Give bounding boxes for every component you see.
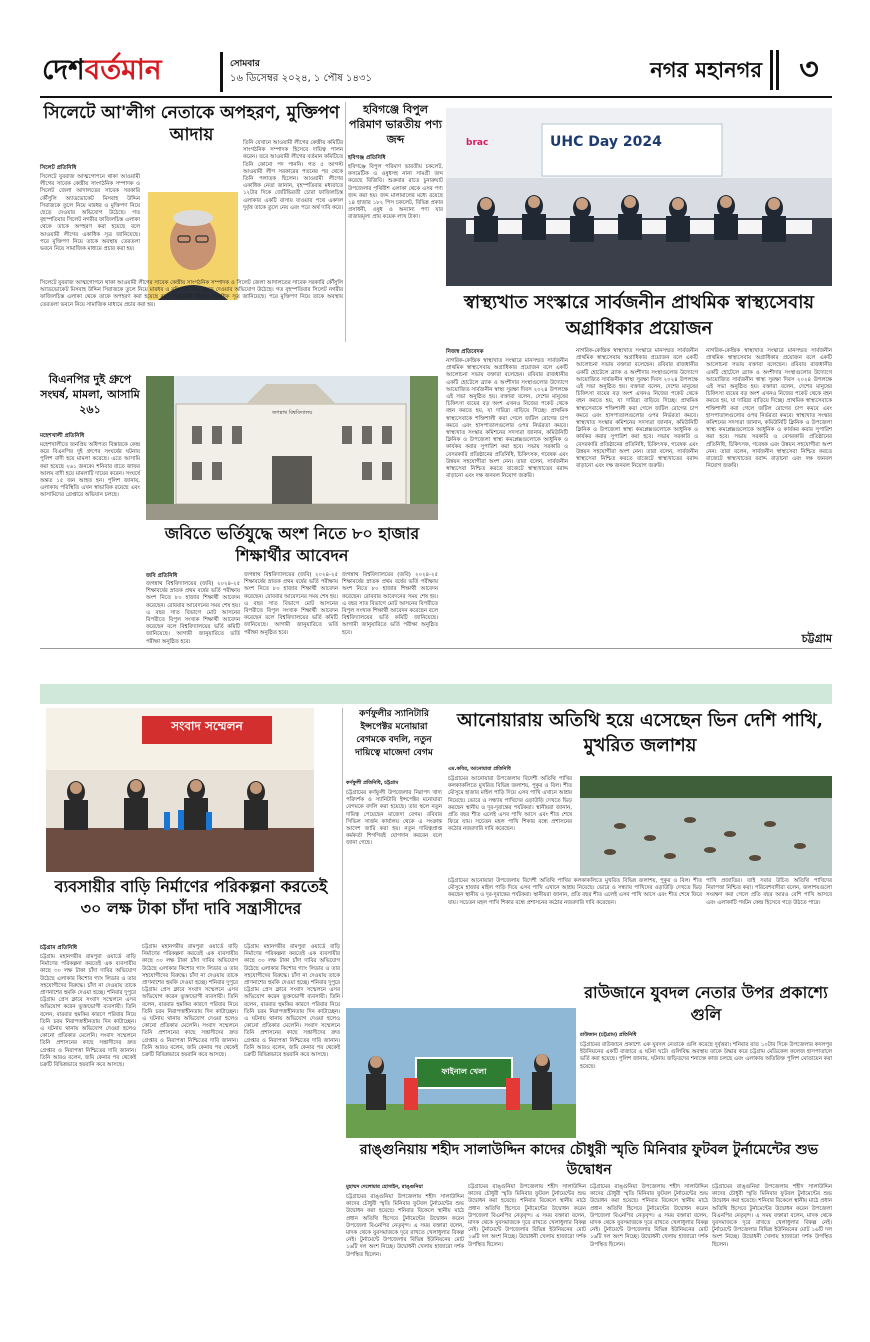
body-football-col1: চট্টগ্রামের রাঙ্গুনিয়া উপজেলায় শহীদ সালাউদ্দিন কাদের চৌধুরী স্মৃতি মিনিবার ফুটবল টুর্নামেন্টের শুভ উদ্বোধন করা হয়েছে। শনিবার বিকেলে স্থানীয় মাঠে প্রধান অতিথি হিসেবে টুর্নামেন্টের উদ্বোধন করেন উপজেলা বিএনপির নেতৃবৃন্দ। এ সময় বক্তারা বলেন, মাদক থেকে যুবসমাজকে দূরে রাখতে খেলাধুলার বিকল্প নেই। টুর্নামেন্টে উপজেলার বিভিন্ন ইউনিয়নের মোট ১৬টি দল অংশ নিচ্ছে। উদ্বোধনী খেলায় হাজারো দর্শক উপস্থিত ছিলেন। bbox=[346, 1194, 464, 1258]
masthead-logo-rule bbox=[220, 52, 223, 92]
body-jabi-col1: জগন্নাথ বিশ্ববিদ্যালয়ের (জবি) ২০২৪-২৫ শিক্ষাবর্ষের স্নাতক প্রথম বর্ষের ভর্তি পরীক্ষায় অংশ নিতে ৮০ হাজার শিক্ষার্থী আবেদন করেছেন। রোববার আবেদনের সময় শেষ হয়। এ বছর সাত বিভাগে মোট আসনের বিপরীতে বিপুল সংখ্যক শিক্ষার্থী আবেদন করেছেন বলে বিশ্ববিদ্যালয়ের ভর্তি কমিটি জানিয়েছে। আগামী জানুয়ারিতে ভর্তি পরীক্ষা অনুষ্ঠিত হবে। bbox=[146, 581, 240, 645]
headline-birds: আনোয়ারায় অতিথি হয়ে এসেছেন ভিন দেশি পাখি, মুখরিত জলাশয় bbox=[457, 710, 823, 756]
headline-health: স্বাস্থ্যখাত সংস্কারে সার্বজনীন প্রাথমিক স্বাস্থ্যসেবায় অগ্রাধিকার প্রয়োজন bbox=[463, 292, 815, 339]
logo-part-1: দেশ bbox=[42, 53, 85, 86]
headline-bnp: বিএনপির দুই গ্রুপে সংঘর্ষ, মামলা, আসামি ২৬১ bbox=[40, 373, 140, 416]
photo-migratory-birds bbox=[580, 776, 832, 876]
body-sylhet-col2: তিনি যেখানে আওয়ামী লীগের কেন্দ্রীয় কমিটির সাংগঠনিক সম্পাদক হিসেবে দায়িত্ব পালন করেন। তবে আওয়ামী লীগের বর্তমান কমিটিতে তিনি কোনো পদ পাননি। গত ৫ আগস্ট আওয়ামী লীগ সরকারের পতনের পর থেকে তিনি পলাতক ছিলেন। আওয়ামী লীগের একাধিক নেতা জানান, বৃহস্পতিবার মধ্যরাতে ১২টার দিকে জেটিভিরতী চোরা ফাজিলচিস্ত এলাকার একটি বাসায় যাওয়ার পথে একদল দুর্বৃত্ত তাকে তুলে নেয় এবং পরে অর্থ দাবি করে। bbox=[243, 140, 343, 211]
body-raozan: চট্টগ্রামের রাউজানে প্রকাশ্যে এক যুবদল নেতাকে গুলি করেছে দুর্বৃত্তরা। শনিবার রাত ১০টার দিকে উপজেলার কদলপুর ইউনিয়নের একটি বাজারে এ ঘটনা ঘটে। গুলিবিদ্ধ অবস্থায় তাকে উদ্ধার করে চট্টগ্রাম মেডিকেল কলেজ হাসপাতালে ভর্তি করা হয়েছে। পুলিশ জানায়, ঘটনায় জড়িতদের শনাক্তে কাজ চলছে এবং এলাকায় অতিরিক্ত পুলিশ মোতায়েন করা হয়েছে। bbox=[580, 1042, 832, 1070]
body-chanda-col3: চট্টগ্রাম মহানগরীর রামপুরা ওয়ার্ডে বাড়ি নির্মাণের পরিকল্পনা করতেই এক ব্যবসায়ীর কাছে ৩০ লক্ষ টাকা চাঁদা দাবির অভিযোগ উঠেছে এলাকার কিশোর গ্যাং লিডার ও তার সহযোগীদের বিরুদ্ধে। চাঁদা না দেওয়ায় তাকে প্রাণনাশের হুমকি দেওয়া হচ্ছে। শনিবার দুপুরে চট্টগ্রাম প্রেস ক্লাবে সংবাদ সম্মেলনে এসব অভিযোগ করেন ভুক্তভোগী ব্যবসায়ী। তিনি বলেন, বারবার হুমকির কারণে পরিবার নিয়ে তিনি চরম নিরাপত্তাহীনতায় দিন কাটাচ্ছেন। এ ঘটনায় থানায় অভিযোগ দেওয়া হলেও কোনো প্রতিকার মেলেনি। সংবাদ সম্মেলনে তিনি প্রশাসনের কাছে সন্ত্রাসীদের দ্রুত গ্রেপ্তার ও নিরাপত্তা নিশ্চিতের দাবি জানান। তিনি আরও বলেন, জমি কেনার পর থেকেই চক্রটি বিভিন্নভাবে হয়রানি করে আসছে। bbox=[244, 944, 340, 1059]
photo-football-prize bbox=[346, 1008, 576, 1138]
issue-day: সোমবার bbox=[230, 59, 260, 69]
byline-jabi: জবি প্রতিনিধি bbox=[146, 573, 178, 579]
body-birds-col1: চট্টগ্রামের আনোয়ারা উপজেলায় বিদেশী অতিথি পাখির কলকাকলিতে মুখরিত বিভিন্ন জলাশয়, পুকুর ও বিল। শীত মৌসুমে হাজার মাইল পাড়ি দিয়ে এসব পাখি এখানে আশ্রয় নিয়েছে। ভোরে ও সন্ধ্যায় পাখিদের ওড়াউড়ি দেখতে ভিড় করছেন স্থানীয় ও দূর-দূরান্তের পর্যটকরা। স্থানীয়রা জানান, প্রতি বছর শীত এলেই এসব পাখি আসে এবং শীত শেষে ফিরে যায়। সচেতন মহল পাখি শিকার বন্ধে প্রশাসনের কঠোর নজরদারি দাবি করেছেন। bbox=[448, 776, 572, 833]
headline-habiganj: হবিগঞ্জে বিপুল পরিমাণ ভারতীয় পণ্য জব্দ bbox=[349, 103, 442, 146]
masthead-logo bbox=[42, 54, 162, 86]
body-birds-col1b: চট্টগ্রামের আনোয়ারা উপজেলায় বিদেশী অতিথি পাখির কলকাকলিতে মুখরিত বিভিন্ন জলাশয়, পুকুর ও বিল। শীত মৌসুমে হাজার মাইল পাড়ি দিয়ে এসব পাখি এখানে আশ্রয় নিয়েছে। ভোরে ও সন্ধ্যায় পাখিদের ওড়াউড়ি দেখতে ভিড় করছেন স্থানীয় ও দূর-দূরান্তের পর্যটকরা। স্থানীয়রা জানান, প্রতি বছর শীত এলেই এসব পাখি আসে এবং শীত শেষে ফিরে যায়। সচেতন মহল পাখি শিকার বন্ধে প্রশাসনের কঠোর নজরদারি দাবি করেছেন। bbox=[448, 878, 702, 906]
press-banner-text: সংবাদ সম্মেলন bbox=[171, 719, 243, 733]
photo-uhc-conference bbox=[446, 108, 832, 286]
body-jabi-col2: জগন্নাথ বিশ্ববিদ্যালয়ের (জবি) ২০২৪-২৫ শিক্ষাবর্ষের স্নাতক প্রথম বর্ষের ভর্তি পরীক্ষায় অংশ নিতে ৮০ হাজার শিক্ষার্থী আবেদন করেছেন। রোববার আবেদনের সময় শেষ হয়। এ বছর সাত বিভাগে মোট আসনের বিপরীতে বিপুল সংখ্যক শিক্ষার্থী আবেদন করেছেন বলে বিশ্ববিদ্যালয়ের ভর্তি কমিটি জানিয়েছে। আগামী জানুয়ারিতে ভর্তি পরীক্ষা অনুষ্ঠিত হবে। bbox=[244, 572, 338, 636]
masthead bbox=[0, 0, 870, 100]
body-chanda-col2: চট্টগ্রাম মহানগরীর রামপুরা ওয়ার্ডে বাড়ি নির্মাণের পরিকল্পনা করতেই এক ব্যবসায়ীর কাছে ৩০ লক্ষ টাকা চাঁদা দাবির অভিযোগ উঠেছে এলাকার কিশোর গ্যাং লিডার ও তার সহযোগীদের বিরুদ্ধে। চাঁদা না দেওয়ায় তাকে প্রাণনাশের হুমকি দেওয়া হচ্ছে। শনিবার দুপুরে চট্টগ্রাম প্রেস ক্লাবে সংবাদ সম্মেলনে এসব অভিযোগ করেন ভুক্তভোগী ব্যবসায়ী। তিনি বলেন, বারবার হুমকির কারণে পরিবার নিয়ে তিনি চরম নিরাপত্তাহীনতায় দিন কাটাচ্ছেন। এ ঘটনায় থানায় অভিযোগ দেওয়া হলেও কোনো প্রতিকার মেলেনি। সংবাদ সম্মেলনে তিনি প্রশাসনের কাছে সন্ত্রাসীদের দ্রুত গ্রেপ্তার ও নিরাপত্তা নিশ্চিতের দাবি জানান। তিনি আরও বলেন, জমি কেনার পর থেকেই চক্রটি বিভিন্নভাবে হয়রানি করে আসছে। bbox=[142, 944, 238, 1059]
story-jabi-body bbox=[146, 572, 438, 645]
chattogram-rule bbox=[40, 648, 832, 649]
body-sylhet-col1: সিলেটে যুবরাজ আত্মগোপনে থাকা আওয়ামী লীগের সাবেক কেন্দ্রীয় সাংগঠনিক সম্পাদক ও সিলেট জেলা আদালতের সাবেক সরকারি কৌঁসুলি অ্যাডভোকেট মিসবাহ উদ্দিন সিরাজকে তুলে নিয়ে মারধর ও মুক্তিপণ নিয়ে ছেড়ে দেওয়ার অভিযোগ উঠেছে। গত বৃহস্পতিবার সিলেট নগরীর ফাজিলচিস্ত এলাকা থেকে তাকে অপহরণ করা হয়েছে বলে আওয়ামী লীগের একাধিক সূত্র জানিয়েছে। পরে মুক্তিপণ নিয়ে তাকে অবস্থায় তেরতলা ভবনে নিয়ে সামাজিক মাধ্যমে প্রচার করা হয়। bbox=[40, 174, 140, 253]
section-divider-band bbox=[40, 684, 832, 704]
masthead-rule bbox=[40, 96, 832, 98]
jabi-sign: জগন্নাথ বিশ্ববিদ্যালয় bbox=[271, 410, 313, 416]
byline-bnp: মহেশখালী প্রতিনিধি bbox=[40, 433, 85, 439]
chattogram-label: চট্টগ্রাম bbox=[801, 632, 832, 645]
headline-football: রাঙ্গুনিয়ায় শহীদ সালাউদ্দিন কাদের চৌধুরী স্মৃতি মিনিবার ফুটবল টুর্নামেন্টের শুভ উদ্বোধন bbox=[359, 1142, 819, 1178]
story-sylhet bbox=[40, 100, 343, 370]
body-birds-col3: পাখি প্রজাতির। তাই সবার উচিত অতিথি পাখিদের নিরাপত্তা নিশ্চিত করা। পরিবেশবাদীরা বলেন, জলাশয়গুলো সংরক্ষণ করা গেলে প্রতি বছর আরও বেশি পাখি আসবে এবং এলাকাটি পর্যটন কেন্দ্র হিসেবে গড়ে উঠতে পারে। bbox=[706, 878, 832, 906]
body-sylhet-col1b: সিলেটে যুবরাজ আত্মগোপনে থাকা আওয়ামী লীগের সাবেক কেন্দ্রীয় সাংগঠনিক সম্পাদক ও সিলেট জেলা আদালতের সাবেক সরকারি কৌঁসুলি অ্যাডভোকেট মিসবাহ উদ্দিন সিরাজকে তুলে নিয়ে মারধর ও মুক্তিপণ নিয়ে ছেড়ে দেওয়ার অভিযোগ উঠেছে। গত বৃহস্পতিবার সিলেট নগরীর ফাজিলচিস্ত এলাকা থেকে তাকে অপহরণ করা হয়েছে বলে আওয়ামী লীগের একাধিক সূত্র জানিয়েছে। পরে মুক্তিপণ নিয়ে তাকে অবস্থায় তেরতলা ভবনে নিয়ে সামাজিক মাধ্যমে প্রচার করা হয়। bbox=[40, 280, 343, 308]
photo-jabi-campus bbox=[146, 376, 438, 520]
headline-chanda: ব্যবসায়ীর বাড়ি নির্মাণের পরিকল্পনা করতেই ৩০ লক্ষ টাকা চাঁদা দাবি সন্ত্রাসীদের bbox=[54, 877, 328, 918]
uhc-banner-text: UHC Day 2024 bbox=[550, 134, 662, 150]
body-jabi-col3: জগন্নাথ বিশ্ববিদ্যালয়ের (জবি) ২০২৪-২৫ শিক্ষাবর্ষের স্নাতক প্রথম বর্ষের ভর্তি পরীক্ষায় অংশ নিতে ৮০ হাজার শিক্ষার্থী আবেদন করেছেন। রোববার আবেদনের সময় শেষ হয়। এ বছর সাত বিভাগে মোট আসনের বিপরীতে বিপুল সংখ্যক শিক্ষার্থী আবেদন করেছেন বলে বিশ্ববিদ্যালয়ের ভর্তি কমিটি জানিয়েছে। আগামী জানুয়ারিতে ভর্তি পরীক্ষা অনুষ্ঠিত হবে। bbox=[342, 572, 438, 636]
body-health-col3: নাগরিক-কেন্দ্রিক স্বাস্থ্যখাত সংস্কারে মানসম্মত সার্বজনীন প্রাথমিক স্বাস্থ্যসেবায় অগ্রাধিকার প্রয়োজন বলে একটি আলোচনা সভায় বক্তারা বলেছেন। রবিবার রাজধানীর একটি হোটেলে ব্র্যাক ও অংশীদার সংস্থাগুলোর উদ্যোগে আয়োজিত সার্বজনীন স্বাস্থ্য সুরক্ষা দিবস ২০২৪ উপলক্ষে এই সভা অনুষ্ঠিত হয়। বক্তারা বলেন, দেশের মানুষের চিকিৎসা ব্যয়ের বড় অংশ এখনও নিজের পকেট থেকে বহন করতে হয়, যা দারিদ্র্য বাড়িয়ে দিচ্ছে। প্রাথমিক স্বাস্থ্যসেবাকে শক্তিশালী করা গেলে জটিল রোগের চাপ কমবে এবং হাসপাতালগুলোর ওপর নির্ভরতা কমবে। স্বাস্থ্যখাত সংস্কার কমিশনের সদস্যরা জানান, কমিউনিটি ক্লিনিক ও উপজেলা স্বাস্থ্য কমপ্লেক্সগুলোকে আধুনিক ও কার্যকর করার সুপারিশ করা হবে। সভায় সরকারি ও বেসরকারি প্রতিষ্ঠানের প্রতিনিধি, চিকিৎসক, গবেষক এবং উন্নয়ন সহযোগীরা অংশ নেন। তারা বলেন, সার্বজনীন স্বাস্থ্যসেবা নিশ্চিত করতে বাজেটে স্বাস্থ্যখাতের বরাদ্দ বাড়ানো এবং দক্ষ জনবল নিয়োগ জরুরি। bbox=[706, 348, 832, 470]
body-chanda-col1: চট্টগ্রাম মহানগরীর রামপুরা ওয়ার্ডে বাড়ি নির্মাণের পরিকল্পনা করতেই এক ব্যবসায়ীর কাছে ৩০ লক্ষ টাকা চাঁদা দাবির অভিযোগ উঠেছে এলাকার কিশোর গ্যাং লিডার ও তার সহযোগীদের বিরুদ্ধে। চাঁদা না দেওয়ায় তাকে প্রাণনাশের হুমকি দেওয়া হচ্ছে। শনিবার দুপুরে চট্টগ্রাম প্রেস ক্লাবে সংবাদ সম্মেলনে এসব অভিযোগ করেন ভুক্তভোগী ব্যবসায়ী। তিনি বলেন, বারবার হুমকির কারণে পরিবার নিয়ে তিনি চরম নিরাপত্তাহীনতায় দিন কাটাচ্ছেন। এ ঘটনায় থানায় অভিযোগ দেওয়া হলেও কোনো প্রতিকার মেলেনি। সংবাদ সম্মেলনে তিনি প্রশাসনের কাছে সন্ত্রাসীদের দ্রুত গ্রেপ্তার ও নিরাপত্তা নিশ্চিতের দাবি জানান। তিনি আরও বলেন, জমি কেনার পর থেকেই চক্রটি বিভিন্নভাবে হয়রানি করে আসছে। bbox=[40, 954, 136, 1069]
logo-part-2: বর্তমান bbox=[84, 53, 162, 86]
byline-chanda: চট্টগ্রাম প্রতিনিধি bbox=[40, 945, 78, 951]
headline-sylhet: সিলেটে আ'লীগ নেতাকে অপহরণ, মুক্তিপণ আদায় bbox=[43, 103, 340, 145]
headline-jabi: জবিতে ভর্তিযুদ্ধে অংশ নিতে ৮০ হাজার শিক্ষার্থীর আবেদন bbox=[164, 524, 420, 565]
story-bnp bbox=[40, 372, 140, 612]
story-football-body bbox=[346, 1184, 832, 1334]
byline-health: নিজস্ব প্রতিবেদক bbox=[446, 349, 484, 355]
body-health-col1: নাগরিক-কেন্দ্রিক স্বাস্থ্যখাত সংস্কারে মানসম্মত সার্বজনীন প্রাথমিক স্বাস্থ্যসেবায় অগ্রাধিকার প্রয়োজন বলে একটি আলোচনা সভায় বক্তারা বলেছেন। রবিবার রাজধানীর একটি হোটেলে ব্র্যাক ও অংশীদার সংস্থাগুলোর উদ্যোগে আয়োজিত সার্বজনীন স্বাস্থ্য সুরক্ষা দিবস ২০২৪ উপলক্ষে এই সভা অনুষ্ঠিত হয়। বক্তারা বলেন, দেশের মানুষের চিকিৎসা ব্যয়ের বড় অংশ এখনও নিজের পকেট থেকে বহন করতে হয়, যা দারিদ্র্য বাড়িয়ে দিচ্ছে। প্রাথমিক স্বাস্থ্যসেবাকে শক্তিশালী করা গেলে জটিল রোগের চাপ কমবে এবং হাসপাতালগুলোর ওপর নির্ভরতা কমবে। স্বাস্থ্যখাত সংস্কার কমিশনের সদস্যরা জানান, কমিউনিটি ক্লিনিক ও উপজেলা স্বাস্থ্য কমপ্লেক্সগুলোকে আধুনিক ও কার্যকর করার সুপারিশ করা হবে। সভায় সরকারি ও বেসরকারি প্রতিষ্ঠানের প্রতিনিধি, চিকিৎসক, গবেষক এবং উন্নয়ন সহযোগীরা অংশ নেন। তারা বলেন, সার্বজনীন স্বাস্থ্যসেবা নিশ্চিত করতে বাজেটে স্বাস্থ্যখাতের বরাদ্দ বাড়ানো এবং দক্ষ জনবল নিয়োগ জরুরি। bbox=[446, 358, 568, 480]
body-football-col3: চট্টগ্রামের রাঙ্গুনিয়া উপজেলায় শহীদ সালাউদ্দিন কাদের চৌধুরী স্মৃতি মিনিবার ফুটবল টুর্নামেন্টের শুভ উদ্বোধন করা হয়েছে। শনিবার বিকেলে স্থানীয় মাঠে প্রধান অতিথি হিসেবে টুর্নামেন্টের উদ্বোধন করেন উপজেলা বিএনপির নেতৃবৃন্দ। এ সময় বক্তারা বলেন, মাদক থেকে যুবসমাজকে দূরে রাখতে খেলাধুলার বিকল্প নেই। টুর্নামেন্টে উপজেলার বিভিন্ন ইউনিয়নের মোট ১৬টি দল অংশ নিচ্ছে। উদ্বোধনী খেলায় হাজারো দর্শক উপস্থিত ছিলেন। bbox=[590, 1184, 708, 1248]
photo-press-conference bbox=[46, 708, 314, 872]
byline-sylhet: সিলেট প্রতিনিধি bbox=[40, 165, 77, 171]
column-rule-chattogram bbox=[342, 708, 343, 998]
masthead-bars bbox=[770, 50, 784, 90]
column-rule bbox=[345, 102, 346, 342]
page-number: ৩ bbox=[799, 52, 819, 87]
body-football-col4: চট্টগ্রামের রাঙ্গুনিয়া উপজেলায় শহীদ সালাউদ্দিন কাদের চৌধুরী স্মৃতি মিনিবার ফুটবল টুর্নামেন্টের শুভ উদ্বোধন করা হয়েছে। শনিবার বিকেলে স্থানীয় মাঠে প্রধান অতিথি হিসেবে টুর্নামেন্টের উদ্বোধন করেন উপজেলা বিএনপির নেতৃবৃন্দ। এ সময় বক্তারা বলেন, মাদক থেকে যুবসমাজকে দূরে রাখতে খেলাধুলার বিকল্প নেই। টুর্নামেন্টে উপজেলার বিভিন্ন ইউনিয়নের মোট ১৬টি দল অংশ নিচ্ছে। উদ্বোধনী খেলায় হাজারো দর্শক উপস্থিত ছিলেন। bbox=[712, 1184, 832, 1248]
issue-date: ১৬ ডিসেম্বর ২০২৪, ১ পৌষ ১৪৩১ bbox=[230, 73, 372, 84]
byline-birds: এম.কবির, আনোয়ারা প্রতিনিধি bbox=[448, 766, 511, 772]
byline-karnaphuli: কর্ণফুলী প্রতিনিধি, চট্টগ্রাম bbox=[346, 780, 399, 786]
byline-raozan: রাউজান (চট্টগ্রাম) প্রতিনিধি bbox=[580, 1032, 637, 1038]
headline-karnaphuli: কর্ণফুলীর স্যানিটারি ইন্সপেক্টর মনোয়ারা বেগমকে বদলি, নতুন দায়িত্বে মাজেদা বেগম bbox=[355, 709, 433, 758]
section-title: নগর মহানগর bbox=[650, 57, 762, 82]
headline-raozan: রাউজানে যুবদল নেতার উপর প্রকাশ্যে গুলি bbox=[584, 983, 828, 1024]
story-chanda-body bbox=[40, 944, 340, 1334]
body-health-col2: নাগরিক-কেন্দ্রিক স্বাস্থ্যখাত সংস্কারে মানসম্মত সার্বজনীন প্রাথমিক স্বাস্থ্যসেবায় অগ্রাধিকার প্রয়োজন বলে একটি আলোচনা সভায় বক্তারা বলেছেন। রবিবার রাজধানীর একটি হোটেলে ব্র্যাক ও অংশীদার সংস্থাগুলোর উদ্যোগে আয়োজিত সার্বজনীন স্বাস্থ্য সুরক্ষা দিবস ২০২৪ উপলক্ষে এই সভা অনুষ্ঠিত হয়। বক্তারা বলেন, দেশের মানুষের চিকিৎসা ব্যয়ের বড় অংশ এখনও নিজের পকেট থেকে বহন করতে হয়, যা দারিদ্র্য বাড়িয়ে দিচ্ছে। প্রাথমিক স্বাস্থ্যসেবাকে শক্তিশালী করা গেলে জটিল রোগের চাপ কমবে এবং হাসপাতালগুলোর ওপর নির্ভরতা কমবে। স্বাস্থ্যখাত সংস্কার কমিশনের সদস্যরা জানান, কমিউনিটি ক্লিনিক ও উপজেলা স্বাস্থ্য কমপ্লেক্সগুলোকে আধুনিক ও কার্যকর করার সুপারিশ করা হবে। সভায় সরকারি ও বেসরকারি প্রতিষ্ঠানের প্রতিনিধি, চিকিৎসক, গবেষক এবং উন্নয়ন সহযোগীরা অংশ নেন। তারা বলেন, সার্বজনীন স্বাস্থ্যসেবা নিশ্চিত করতে বাজেটে স্বাস্থ্যখাতের বরাদ্দ বাড়ানো এবং দক্ষ জনবল নিয়োগ জরুরি। bbox=[576, 348, 698, 470]
body-karnaphuli: চট্টগ্রামের কর্ণফুলী উপজেলার নিরাপদ খাদ্য পরিদর্শক ও স্যানিটারি ইন্সপেক্টর মনোয়ারা বেগমকে বদলি করা হয়েছে। তার স্থলে নতুন দায়িত্ব পেয়েছেন মাজেদা বেগম। রবিবার সিভিল সার্জন কার্যালয় থেকে এ সংক্রান্ত আদেশ জারি করা হয়। নতুন দায়িত্বপ্রাপ্ত কর্মকর্তা শিগগিরই যোগদান করবেন বলে জানা গেছে। bbox=[346, 790, 442, 847]
story-raozan bbox=[580, 982, 832, 1132]
body-bnp: মহেশখালীতে জনপ্রিয় অধিপত্য বিস্তারকে কেন্দ্র করে বিএনপির দুই গ্রুপের সংঘর্ষের ঘটনায় পুলিশ বাদী হয়ে মামলা করেছে। এতে আসামি করা হয়েছে ২৬১ জনকে। শনিবার রাতে জাফর আলম বাদী হয়ে মামলাটি দায়ের করেন। সংঘর্ষে অন্তত ১৫ জন আহত হন। পুলিশ জানায়, এলাকায় পরিস্থিতি এখন স্বাভাবিক রয়েছে এবং আসামিদের গ্রেপ্তারে অভিযান চলছে। bbox=[40, 442, 140, 499]
body-football-col2: চট্টগ্রামের রাঙ্গুনিয়া উপজেলায় শহীদ সালাউদ্দিন কাদের চৌধুরী স্মৃতি মিনিবার ফুটবল টুর্নামেন্টের শুভ উদ্বোধন করা হয়েছে। শনিবার বিকেলে স্থানীয় মাঠে প্রধান অতিথি হিসেবে টুর্নামেন্টের উদ্বোধন করেন উপজেলা বিএনপির নেতৃবৃন্দ। এ সময় বক্তারা বলেন, মাদক থেকে যুবসমাজকে দূরে রাখতে খেলাধুলার বিকল্প নেই। টুর্নামেন্টে উপজেলার বিভিন্ন ইউনিয়নের মোট ১৬টি দল অংশ নিচ্ছে। উদ্বোধনী খেলায় হাজারো দর্শক উপস্থিত ছিলেন। bbox=[468, 1184, 586, 1248]
story-karnaphuli bbox=[346, 708, 442, 998]
body-habiganj: হবিগঞ্জে বিপুল পরিমাণ ভারতীয় চকলেট, কসমেটিক ও ওষুধসহ নানা সামগ্রী জব্দ করেছে বিজিবি। শুক্রবার রাতে চুনারুঘাট উপজেলার পৃথিবীশ এলাকা থেকে এসব পণ্য জব্দ করা হয়। জব্দ মালামালের মধ্যে রয়েছে ১৪ হাজার ১৮২ পিস চকলেট, বিভিন্ন প্রকার প্রসাধনী, ওষুধ ও অন্যান্য পণ্য যার বাজারমূল্য প্রায় কয়েক লাখ টাকা। bbox=[348, 164, 443, 221]
byline-habiganj: হবিগঞ্জ প্রতিনিধি bbox=[348, 155, 386, 161]
uhc-logo: brac bbox=[466, 138, 489, 148]
football-banner-text: ফাইনাল খেলা bbox=[441, 1067, 487, 1076]
story-health-body bbox=[446, 348, 832, 616]
story-habiganj bbox=[348, 102, 443, 342]
byline-football: মুহাম্মদ দেলোয়ার হোসাইন, রাঙ্গুনিয়া bbox=[346, 1184, 423, 1190]
